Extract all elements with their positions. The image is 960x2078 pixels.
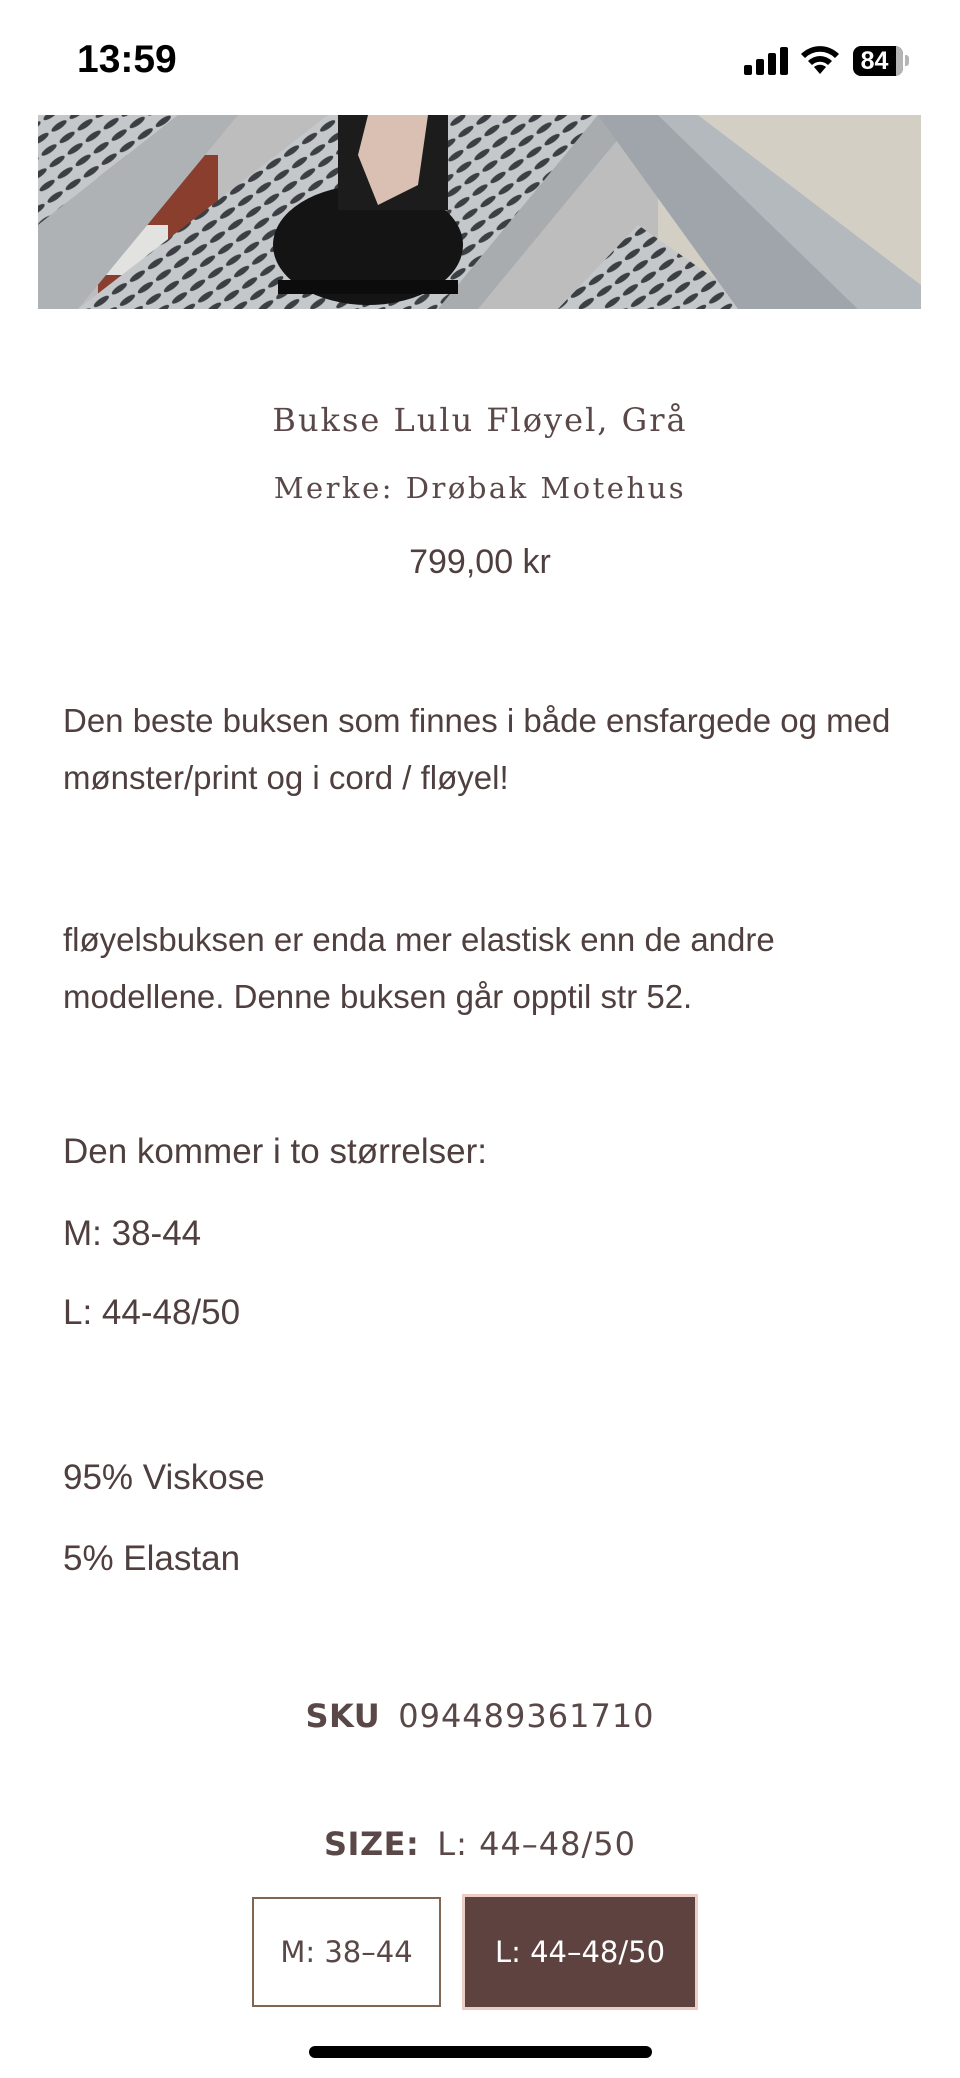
product-image[interactable]	[38, 115, 921, 309]
battery-tip	[905, 55, 909, 66]
sku-label: SKU	[305, 1697, 381, 1735]
product-brand: Merke: Drøbak Motehus	[273, 471, 687, 505]
battery-level: 84	[860, 47, 889, 75]
size-info-m: M: 38-44	[63, 1214, 202, 1253]
size-info-l: L: 44-48/50	[63, 1293, 241, 1332]
product-price: 799,00 kr	[409, 543, 551, 581]
wifi-icon	[798, 44, 842, 76]
description-paragraph-1: Den beste buksen som finnes i både ensfargede og med mønster/print og i cord / fløyel!	[63, 702, 891, 796]
sizes-intro: Den kommer i to størrelser:	[63, 1132, 487, 1171]
material-viskose: 95% Viskose	[63, 1458, 265, 1497]
size-option-l-label: L: 44–48/50	[494, 1935, 666, 1969]
sku-row	[0, 1696, 960, 1736]
size-selected-value: L: 44–48/50	[437, 1825, 637, 1863]
cellular-signal-icon	[744, 47, 788, 75]
size-option-m-label: M: 38–44	[280, 1935, 413, 1969]
size-option-m-button[interactable]	[252, 1897, 441, 2007]
status-time: 13:59	[77, 38, 177, 81]
size-label: SIZE:	[323, 1825, 420, 1863]
size-option-l-button[interactable]	[462, 1894, 698, 2010]
size-row	[0, 1824, 960, 1864]
sku-value: 094489361710	[398, 1697, 655, 1735]
product-title: Bukse Lulu Fløyel, Grå	[272, 401, 688, 439]
material-elastan: 5% Elastan	[63, 1539, 241, 1578]
battery-icon	[853, 46, 903, 76]
home-indicator[interactable]	[309, 2046, 652, 2058]
description-paragraph-2: fløyelsbuksen er enda mer elastisk enn de andre modellene. Denne buksen går opptil str 52.	[63, 921, 775, 1015]
